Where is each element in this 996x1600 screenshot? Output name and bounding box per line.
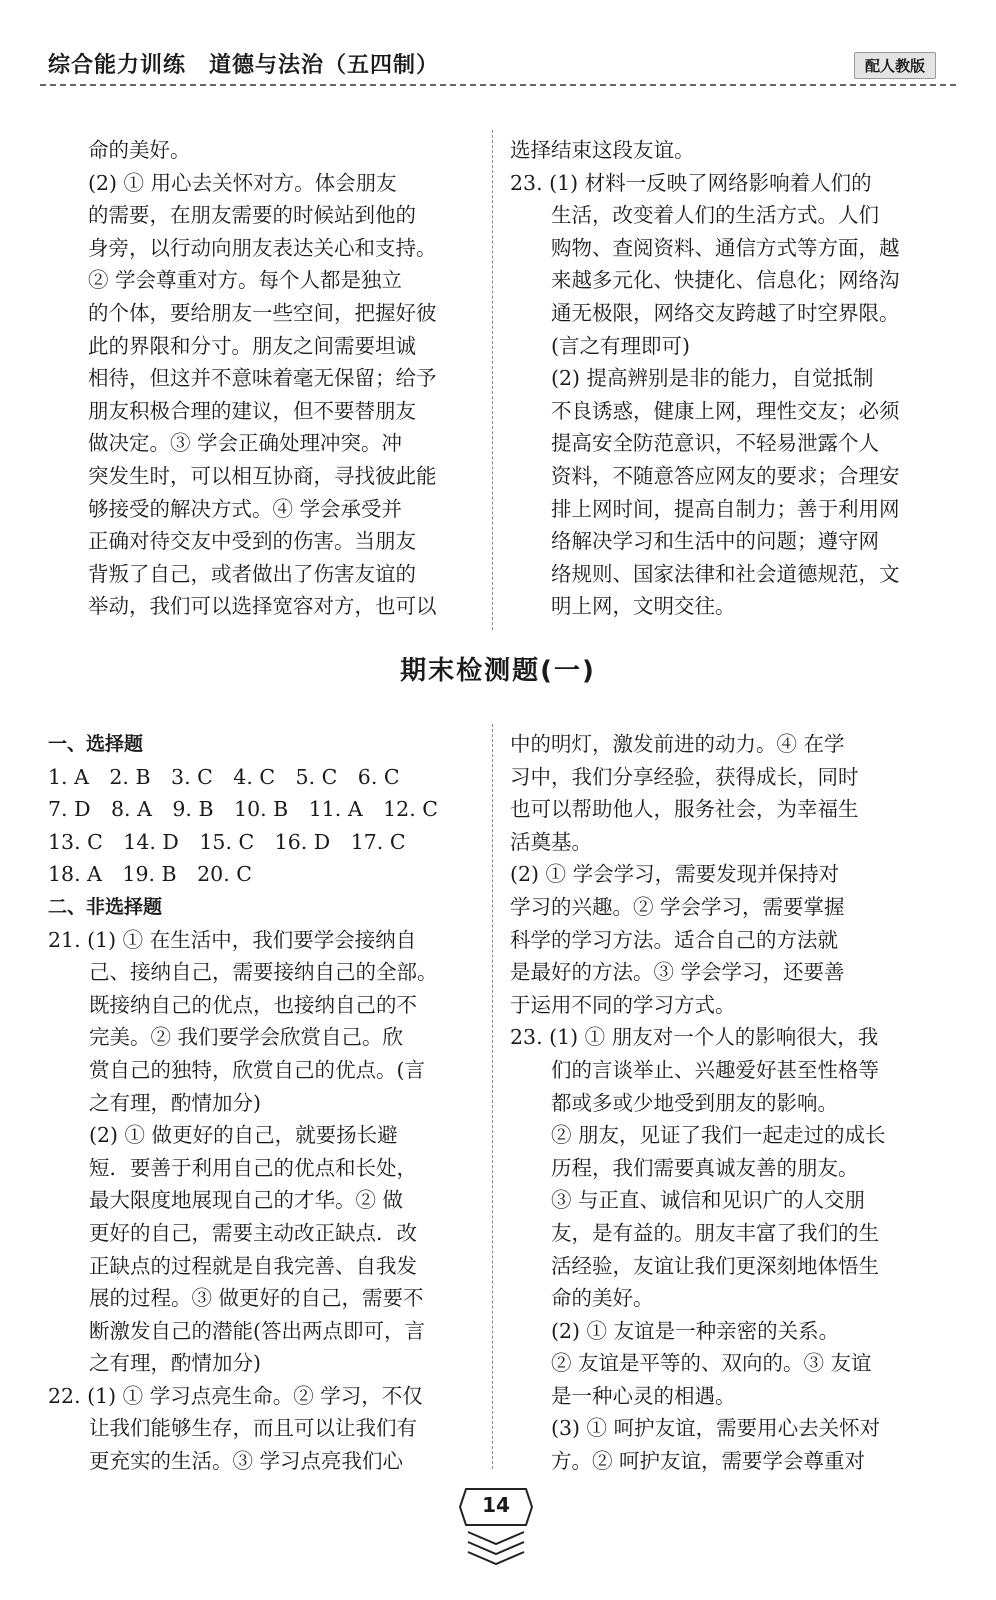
text-line: 资料，不随意答应网友的要求；合理安 xyxy=(510,463,900,488)
page-number-text: 14 xyxy=(482,1493,510,1517)
text-line: 21. (1) ① 在生活中，我们要学会接纳自 xyxy=(48,927,417,952)
text-line: 之有理，酌情加分) xyxy=(48,1351,261,1376)
text-line: 够接受的解决方式。④ 学会承受并 xyxy=(88,496,403,521)
text-line: 是一种心灵的相遇。 xyxy=(510,1383,736,1408)
text-line: 短．要善于利用自己的优点和长处， xyxy=(48,1155,417,1180)
text-line: 提高安全防范意识，不轻易泄露个人 xyxy=(510,431,879,456)
text-line: 23. (1) 材料一反映了网络影响着人们的 xyxy=(510,170,872,195)
text-line: 身旁，以行动向朋友表达关心和支持。 xyxy=(88,235,437,260)
text-line: 购物、查阅资料、通信方式等方面，越 xyxy=(510,235,900,260)
text-line: 正确对待交友中受到的伤害。当朋友 xyxy=(88,529,416,554)
text-line: 1. A 2. B 3. C 4. C 5. C 6. C xyxy=(48,764,400,789)
text-line: 络规则、国家法律和社会道德规范，文 xyxy=(510,561,900,586)
text-line: 的需要，在朋友需要的时候站到他的 xyxy=(88,203,416,228)
bottom-left-column xyxy=(48,728,478,1478)
text-line: (2) ① 做更好的自己，就要扬长避 xyxy=(48,1123,398,1148)
text-line: 此的界限和分寸。朋友之间需要坦诚 xyxy=(88,333,416,358)
text-line: 朋友积极合理的建议，但不要替朋友 xyxy=(88,398,416,423)
text-line: 更充实的生活。③ 学习点亮我们心 xyxy=(48,1449,404,1474)
text-line: 完美。② 我们要学会欣赏自己。欣 xyxy=(48,1025,404,1050)
chevron-down-icon xyxy=(458,1528,534,1568)
text-line: (2) ① 友谊是一种亲密的关系。 xyxy=(510,1318,840,1343)
header-divider xyxy=(40,84,956,86)
text-line: 的个体，要给朋友一些空间，把握好彼 xyxy=(88,300,437,325)
text-line: ② 友谊是平等的、双向的。③ 友谊 xyxy=(510,1351,872,1376)
text-line: (2) ① 用心去关怀对方。体会朋友 xyxy=(88,170,397,195)
text-line: 一、选择题 xyxy=(48,733,144,755)
text-line: 络解决学习和生活中的问题；遵守网 xyxy=(510,529,879,554)
text-line: 来越多元化、快捷化、信息化；网络沟 xyxy=(510,268,900,293)
text-line: 之有理，酌情加分) xyxy=(48,1090,261,1115)
text-line: 命的美好。 xyxy=(88,138,191,162)
text-line: 13. C 14. D 15. C 16. D 17. C xyxy=(48,829,406,854)
text-line: 做决定。③ 学会正确处理冲突。冲 xyxy=(88,431,403,456)
text-line: 22. (1) ① 学习点亮生命。② 学习，不仅 xyxy=(48,1383,423,1408)
column-divider-top xyxy=(492,130,493,630)
text-line: 中的明灯，激发前进的动力。④ 在学 xyxy=(510,732,845,756)
text-line: 于运用不同的学习方式。 xyxy=(510,992,736,1017)
text-line: (2) ① 学会学习，需要发现并保持对 xyxy=(510,862,840,887)
text-line: 方。② 呵护友谊，需要学会尊重对 xyxy=(510,1449,866,1474)
text-line: 18. A 19. B 20. C xyxy=(48,862,252,887)
text-line: 举动，我们可以选择宽容对方，也可以 xyxy=(88,594,437,619)
text-line: 背叛了自己，或者做出了伤害友谊的 xyxy=(88,561,416,586)
text-line: 习中，我们分享经验，获得成长，同时 xyxy=(510,764,859,789)
text-line: 让我们能够生存，而且可以让我们有 xyxy=(48,1416,417,1441)
text-line: ② 朋友，见证了我们一起走过的成长 xyxy=(510,1123,886,1148)
text-line: 相待，但这并不意味着毫无保留；给予 xyxy=(88,366,437,391)
text-line: 生活，改变着人们的生活方式。人们 xyxy=(510,203,879,228)
text-line: 既接纳自己的优点，也接纳自己的不 xyxy=(48,992,417,1017)
page-header xyxy=(40,44,956,84)
text-line: (言之有理即可) xyxy=(510,333,690,358)
text-line: 活奠基。 xyxy=(510,829,592,854)
text-line: 学习的兴趣。② 学会学习，需要掌握 xyxy=(510,894,845,919)
text-line: 不良诱惑，健康上网，理性交友；必须 xyxy=(510,398,900,423)
text-line: 赏自己的独特，欣赏自己的优点。(言 xyxy=(48,1057,425,1082)
text-line: 明上网，文明交往。 xyxy=(510,594,736,619)
book-title: 综合能力训练 道德与法治（五四制） xyxy=(48,53,440,78)
text-line: 友，是有益的。朋友丰富了我们的生 xyxy=(510,1220,879,1245)
text-line: ③ 与正直、诚信和见识广的人交朋 xyxy=(510,1188,866,1213)
text-line: 23. (1) ① 朋友对一个人的影响很大，我 xyxy=(510,1025,879,1050)
text-line: 排上网时间，提高自制力；善于利用网 xyxy=(510,496,900,521)
text-line: 都或多或少地受到朋友的影响。 xyxy=(510,1090,838,1115)
text-line: 活经验，友谊让我们更深刻地体悟生 xyxy=(510,1253,879,1278)
page-number xyxy=(458,1487,534,1527)
text-line: 选择结束这段友谊。 xyxy=(510,138,695,162)
text-line: 科学的学习方法。适合自己的方法就 xyxy=(510,927,838,952)
text-line: 断激发自己的潜能(答出两点即可，言 xyxy=(48,1318,425,1343)
text-line: 最大限度地展现自己的才华。② 做 xyxy=(48,1188,404,1213)
text-line: 正缺点的过程就是自我完善、自我发 xyxy=(48,1253,417,1278)
text-line: ② 学会尊重对方。每个人都是独立 xyxy=(88,268,403,293)
edition-badge: 配人教版 xyxy=(854,52,936,79)
text-line: 二、非选择题 xyxy=(48,895,163,918)
text-line: 展的过程。③ 做更好的自己，需要不 xyxy=(48,1286,424,1311)
bottom-right-column xyxy=(510,728,930,1478)
text-line: (3) ① 呵护友谊，需要用心去关怀对 xyxy=(510,1416,881,1441)
text-line: 更好的自己，需要主动改正缺点．改 xyxy=(48,1220,417,1245)
top-left-column xyxy=(88,134,483,623)
text-line: 命的美好。 xyxy=(510,1286,654,1311)
text-line: 7. D 8. A 9. B 10. B 11. A 12. C xyxy=(48,797,438,822)
section-title: 期末检测题(一) xyxy=(400,656,596,686)
column-divider-bottom xyxy=(492,724,493,1469)
text-line: 是最好的方法。③ 学会学习，还要善 xyxy=(510,960,845,985)
top-right-column xyxy=(510,134,930,623)
text-line: (2) 提高辨别是非的能力，自觉抵制 xyxy=(510,366,874,391)
text-line: 也可以帮助他人，服务社会，为幸福生 xyxy=(510,797,859,822)
text-line: 突发生时，可以相互协商，寻找彼此能 xyxy=(88,463,437,488)
text-line: 通无极限，网络交友跨越了时空界限。 xyxy=(510,300,900,325)
text-line: 己、接纳自己，需要接纳自己的全部。 xyxy=(48,960,438,985)
text-line: 历程，我们需要真诚友善的朋友。 xyxy=(510,1155,859,1180)
text-line: 们的言谈举止、兴趣爱好甚至性格等 xyxy=(510,1057,879,1082)
